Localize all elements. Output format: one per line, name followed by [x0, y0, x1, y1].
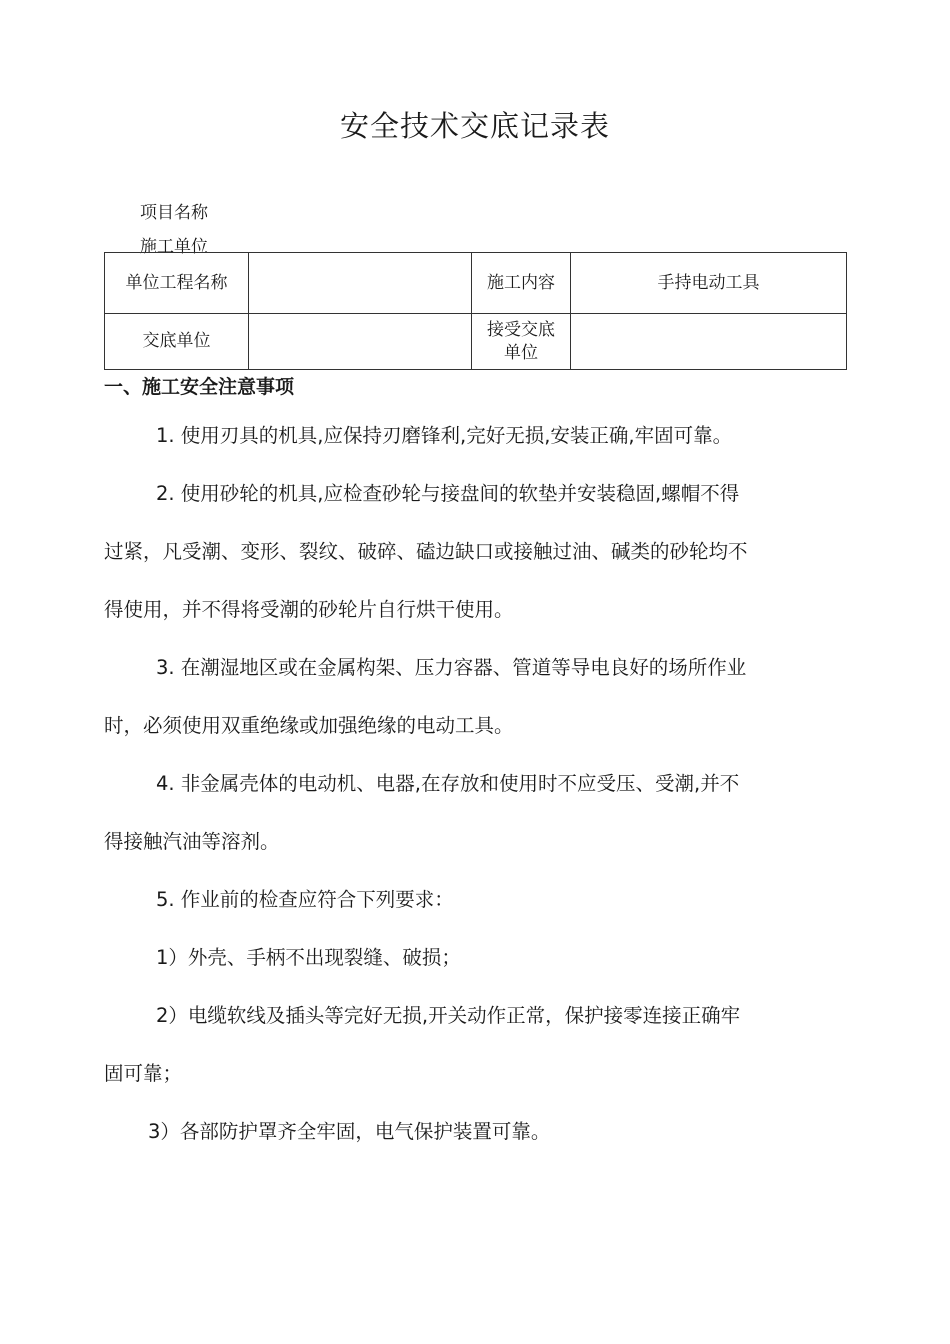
safety-items — [104, 407, 846, 1161]
item-3-line-2: 时，必须使用双重绝缘或加强绝缘的电动工具。 — [104, 714, 514, 737]
disclosure-unit-label: 交底单位 — [105, 314, 249, 370]
info-table — [104, 252, 847, 370]
table-row — [105, 253, 847, 314]
subitem-1: 1）外壳、手柄不出现裂缝、破损； — [156, 946, 461, 969]
item-4-line-1: 4. 非金属壳体的电动机、电器,在存放和使用时不应受压、受潮,并不 — [156, 772, 740, 795]
disclosure-unit-value — [249, 314, 472, 370]
table-row — [105, 314, 847, 370]
receiving-unit-value — [571, 314, 847, 370]
receiving-unit-label-line2: 单位 — [504, 342, 538, 363]
item-2-line-3: 得使用，并不得将受潮的砂轮片自行烘干使用。 — [104, 598, 514, 621]
unit-project-name-value — [249, 253, 472, 314]
construction-unit-label: 施工单位 — [140, 237, 208, 257]
item-1: 1. 使用刃具的机具,应保持刃磨锋利,完好无损,安装正确,牢固可靠。 — [156, 424, 733, 447]
project-name-label: 项目名称 — [140, 203, 208, 223]
item-2-line-1: 2. 使用砂轮的机具,应检查砂轮与接盘间的软垫并安装稳固,螺帽不得 — [156, 482, 740, 505]
subitem-2-line-1: 2）电缆软线及插头等完好无损,开关动作正常，保护接零连接正确牢 — [156, 1004, 741, 1027]
unit-project-name-label: 单位工程名称 — [105, 253, 249, 314]
construction-content-value: 手持电动工具 — [571, 253, 847, 314]
document-title: 安全技术交底记录表 — [339, 109, 610, 143]
subitem-2-line-2: 固可靠； — [104, 1062, 183, 1085]
item-2-line-2: 过紧，凡受潮、变形、裂纹、破碎、磕边缺口或接触过油、碱类的砂轮均不 — [104, 540, 748, 563]
section-heading: 一、施工安全注意事项 — [104, 376, 295, 398]
item-5: 5. 作业前的检查应符合下列要求： — [156, 888, 454, 911]
subitem-3: 3）各部防护罩齐全牢固，电气保护装置可靠。 — [148, 1120, 551, 1143]
construction-content-label: 施工内容 — [472, 253, 571, 314]
item-3-line-1: 3. 在潮湿地区或在金属构架、压力容器、管道等导电良好的场所作业 — [156, 656, 747, 679]
receiving-unit-label — [472, 314, 571, 370]
item-4-line-2: 得接触汽油等溶剂。 — [104, 830, 280, 853]
receiving-unit-label-line1: 接受交底 — [487, 319, 555, 340]
